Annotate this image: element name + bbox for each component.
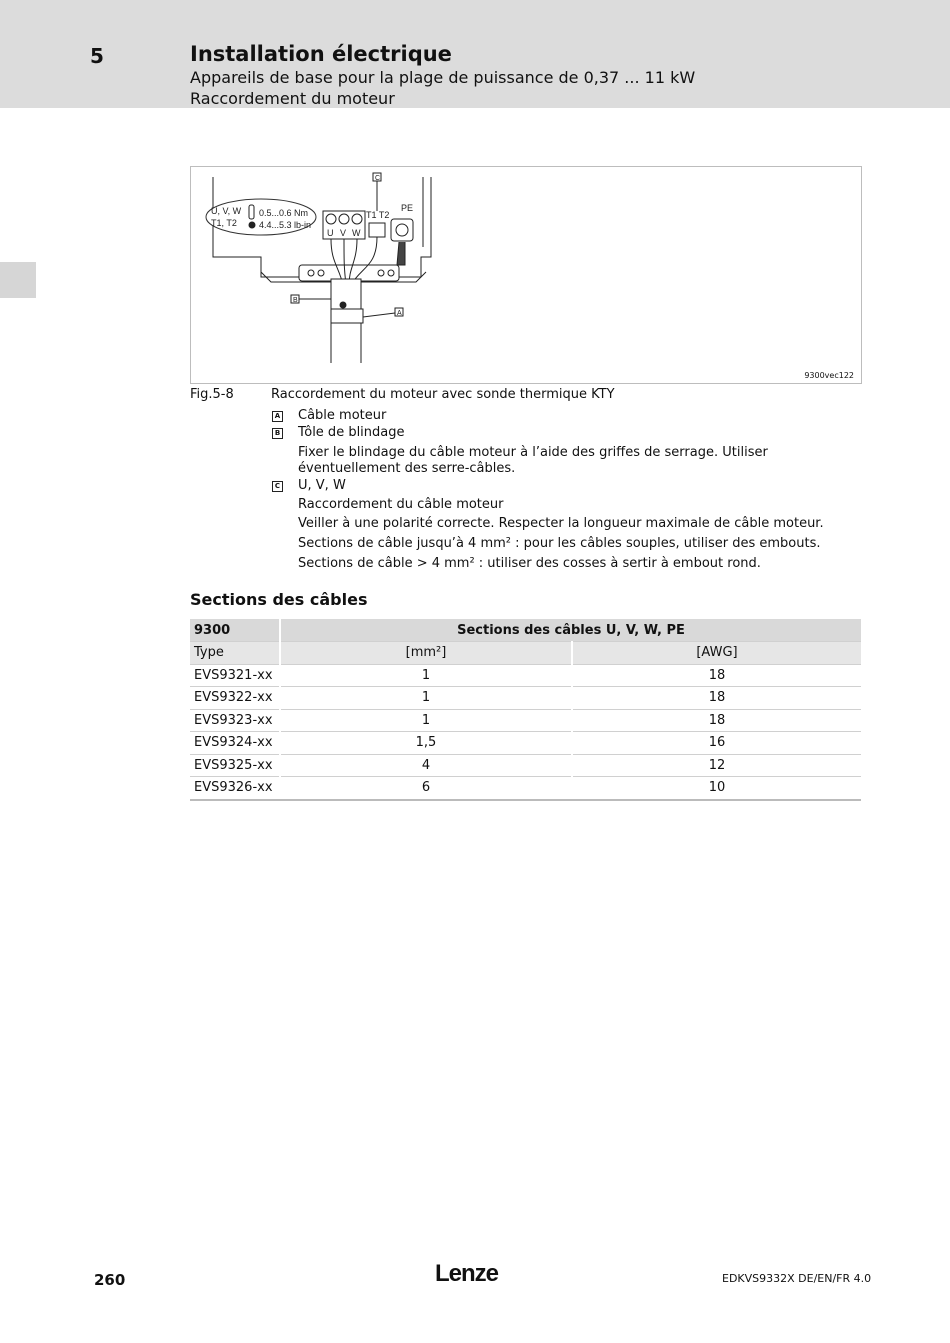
chapter-number: 5: [90, 44, 104, 68]
legend-item-ferrules: Sections de câble jusqu’à 4 mm² : pour les câbles souples, utiliser des embouts.: [298, 536, 821, 551]
legend-key-c: C: [272, 481, 283, 492]
cell-mm2: 1,5: [280, 732, 572, 755]
cell-type: EVS9322-xx: [190, 687, 280, 710]
legend-item-cable: Câble moteur: [298, 408, 387, 423]
figure-label: Fig.5-8: [190, 387, 234, 402]
table-row: [190, 754, 861, 777]
t1t2-label: T1, T2: [211, 218, 237, 228]
legend-key-b: B: [272, 428, 283, 439]
page-subtitle: Appareils de base pour la plage de puissance de 0,37 ... 11 kW: [190, 68, 696, 87]
page-title: Installation électrique: [190, 42, 452, 66]
cell-type: EVS9324-xx: [190, 732, 280, 755]
terminal-u: U: [327, 228, 334, 238]
page-header-band: [0, 0, 950, 108]
cell-mm2: 1: [280, 709, 572, 732]
header-span: Sections des câbles U, V, W, PE: [280, 619, 861, 642]
terminal-pe: PE: [401, 203, 414, 213]
table-row: [190, 732, 861, 755]
legend-item-shield-note: Fixer le blindage du câble moteur à l’aide des griffes de serrage. Utiliser éventuellement des serre-câbles.: [298, 445, 768, 476]
subheader-awg: [AWG]: [572, 642, 861, 665]
terminal-w: W: [352, 228, 361, 238]
cell-mm2: 4: [280, 754, 572, 777]
terminal-v: V: [340, 228, 347, 238]
cell-type: EVS9321-xx: [190, 664, 280, 687]
cell-awg: 12: [572, 754, 861, 777]
table-header-row: [190, 619, 861, 642]
table-row: [190, 709, 861, 732]
cable-section-table: [190, 619, 861, 801]
wiring-figure: [190, 166, 862, 384]
cell-awg: 18: [572, 687, 861, 710]
page-number: 260: [94, 1271, 126, 1289]
section-title: Sections des câbles: [190, 590, 368, 609]
figure-code: 9300vec122: [804, 371, 854, 380]
motor-connection-diagram: [191, 167, 861, 383]
marker-a: A: [397, 310, 402, 317]
legend-item-shield: Tôle de blindage: [298, 425, 405, 440]
table-row: [190, 664, 861, 687]
torque-nm-label: 0.5...0.6 Nm: [259, 208, 309, 218]
legend-item-uvw: U, V, W: [298, 478, 346, 493]
legend-item-polarity: Veiller à une polarité correcte. Respecter la longueur maximale de câble moteur.: [298, 516, 824, 531]
cell-mm2: 1: [280, 687, 572, 710]
document-id: EDKVS9332X DE/EN/FR 4.0: [722, 1272, 872, 1285]
lenze-logo: Lenze: [435, 1260, 499, 1287]
marker-b: B: [293, 297, 298, 304]
figure-caption: Raccordement du moteur avec sonde thermique KTY: [271, 387, 615, 402]
chapter-side-tab: [0, 262, 36, 298]
table-row: [190, 777, 861, 800]
legend-item-connection: Raccordement du câble moteur: [298, 497, 504, 512]
table-subheader-row: [190, 642, 861, 665]
table-row: [190, 687, 861, 710]
torque-lbin-label: 4.4...5.3 lb-in: [259, 220, 312, 230]
subheader-mm2: [mm²]: [280, 642, 572, 665]
cell-mm2: 6: [280, 777, 572, 800]
header-series: 9300: [190, 619, 280, 642]
page-subtitle-2: Raccordement du moteur: [190, 89, 395, 108]
cell-awg: 18: [572, 709, 861, 732]
terminal-t1t2: T1 T2: [366, 210, 390, 220]
legend-key-a: A: [272, 411, 283, 422]
cell-awg: 10: [572, 777, 861, 800]
cell-type: EVS9326-xx: [190, 777, 280, 800]
subheader-type: Type: [190, 642, 280, 665]
cell-awg: 16: [572, 732, 861, 755]
cell-mm2: 1: [280, 664, 572, 687]
cell-type: EVS9325-xx: [190, 754, 280, 777]
marker-c: C: [375, 175, 381, 182]
legend-item-lugs: Sections de câble > 4 mm² : utiliser des cosses à sertir à embout rond.: [298, 556, 761, 571]
cell-type: EVS9323-xx: [190, 709, 280, 732]
uvw-label: U, V, W: [211, 206, 242, 216]
cell-awg: 18: [572, 664, 861, 687]
